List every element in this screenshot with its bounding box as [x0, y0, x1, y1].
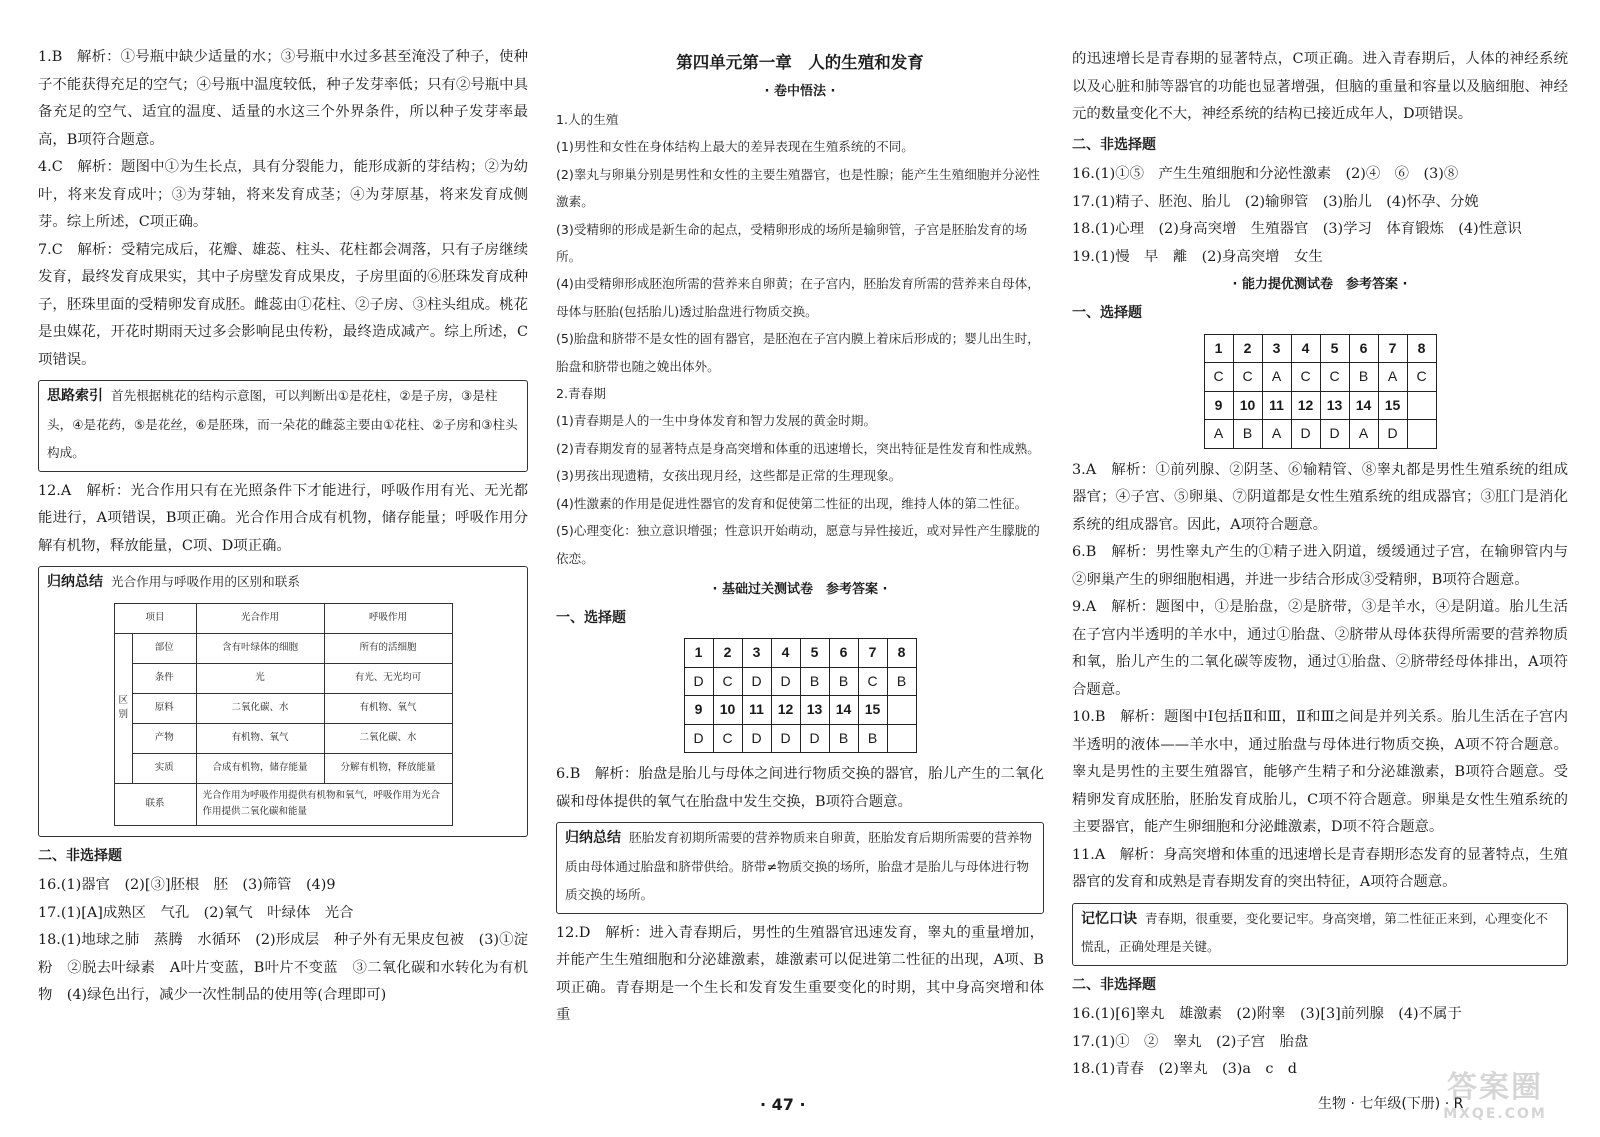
point: (2)睾丸与卵巢分别是男性和女性的主要生殖器官，也是性腺；能产生生殖细胞并分泌性激素。 [556, 166, 1040, 210]
answer-table [684, 638, 917, 753]
table-cell: C [713, 667, 742, 696]
table-cell: A [1204, 420, 1233, 449]
answer-16: 16.(1)[6]睾丸 雄激素 (2)附睾 (3)[3]前列腺 (4)不属于 [1072, 1006, 1462, 1022]
answer-q4: 4.C 解析：题图中①为生长点，具有分裂能力，能形成新的芽结构；②为幼叶，将来发育成叶；③为芽轴，将来发育成茎；④为芽原基，将来发育成侧芽。综上所述，C项正确。 [38, 159, 528, 230]
answer-table [1204, 334, 1437, 449]
table-cell [887, 696, 916, 725]
table-cell: D [771, 667, 800, 696]
table-cell: 1 [684, 639, 713, 668]
table-cell: 10 [713, 696, 742, 725]
answer-q10: 10.B 解析：题图中Ⅰ包括Ⅱ和Ⅲ，Ⅱ和Ⅲ之间是并列关系。胎儿生活在子宫内半透明的液体——羊水中，通过胎盘与母体进行物质交换，A项不符合题意。睾丸是男性的主要生殖器官，能够产生精子和分泌雄激素，B项符合题意。受精卵发育成胚胎，胚胎发育成胎儿，C项不符合题意。卵巢是女性生殖系统的主要器官，能产生卵细胞和分泌雌激素，D项不符合题意。 [1072, 709, 1568, 835]
answer-q3: 3.A 解析：①前列腺、②阴茎、⑥输精管、⑧睾丸都是男性生殖系统的组成器官；④子宫、⑤卵巢、⑦阴道都是女性生殖系统的组成器官；③肛门是消化系统的组成器官。因此，A项符合题意。 [1072, 461, 1568, 533]
subtitle: · 基础过关测试卷 参考答案 · [712, 581, 888, 597]
table-cell: C [1291, 363, 1320, 392]
answer-16: 16.(1)器官 (2)[③]胚根 胚 (3)筛管 (4)9 [38, 877, 336, 893]
table-cell: 联系 [114, 783, 196, 825]
subtitle: · 卷中悟法 · [764, 84, 836, 99]
table-cell: 9 [684, 696, 713, 725]
answer-q12: 12.D 解析：进入青春期后，男性的生殖器官迅速发育，睾丸的重量增加，并能产生生殖细胞和分泌雄激素，雄激素可以促进第二性征的出现，A项、B项正确。青春期是一个生长和发育发生重要变化的时期，其中身高突增和体重 [556, 924, 1044, 1024]
page-number: · 47 · [760, 1095, 806, 1114]
table-header: 项目 [114, 603, 196, 633]
table-cell: 合成有机物，储存能量 [196, 753, 324, 783]
answer-q1: 1.B 解析：①号瓶中缺少适量的水；③号瓶中水过多甚至淹没了种子，使种子不能获得充足的空气；④号瓶中温度较低，种子发芽率低；只有②号瓶中具备充足的空气、适宜的温度、适量的水这三个外界条件，所以种子发芽率最高，B项符合题意。 [38, 49, 528, 148]
table-cell: 7 [1378, 334, 1407, 363]
table-cell: 部位 [133, 633, 196, 663]
answer-17: 17.(1)[A]成熟区 气孔 (2)氧气 叶绿体 光合 [38, 904, 354, 921]
table-cell: A [1262, 420, 1291, 449]
box-text: 首先根据桃花的结构示意图，可以判断出①是花柱，②是子房，③是柱头，④是花药，⑤是花丝，⑥是胚珠，而一朵花的雌蕊主要由①花柱、②子房和③柱头构成。 [47, 388, 518, 460]
table-cell: 12 [1291, 391, 1320, 420]
table-cell: D [684, 724, 713, 753]
answer-19: 19.(1)慢 早 離 (2)身高突增 女生 [1072, 248, 1323, 265]
answer-q12: 12.A 解析：光合作用只有在光照条件下才能进行，呼吸作用有光、无光都能进行，A项错误，B项正确。光合作用合成有机物，储存能量；呼吸作用分解有机物，释放能量，C项、D项正确。 [38, 482, 528, 554]
answer-18: 18.(1)青春 (2)睾丸 (3)a c d [1072, 1061, 1298, 1077]
table-cell: 9 [1204, 391, 1233, 420]
table-cell: 实质 [133, 753, 196, 783]
answer-18: 18.(1)地球之肺 蒸腾 水循环 (2)形成层 种子外有无果皮包被 (3)①淀粉 ②脱去叶绿素 A叶片变蓝，B叶片不变蓝 ③二氧化碳和水转化为有机物 (4)绿色出行，减少一次性制品的使用等(合理即可) [38, 932, 528, 1003]
table-cell: D [1291, 420, 1320, 449]
table-cell: 有机物、氧气 [324, 693, 452, 723]
point: (2)青春期发育的显著特点是身高突增和体重的迅速增长，突出特征是性发育和性成熟。 [556, 440, 1040, 456]
table-cell: B [1233, 420, 1262, 449]
point: (5)胎盘和脐带不是女性的固有器官，是胚泡在子宫内膜上着床后形成的；婴儿出生时，胎盘和脐带也随之娩出体外。 [556, 331, 1040, 374]
summary-box [556, 822, 1044, 914]
table-cell [1407, 420, 1436, 449]
table-cell: 5 [800, 639, 829, 668]
left-column [38, 44, 528, 1010]
watermark-logo [1430, 1070, 1560, 1132]
table-cell: 14 [1349, 391, 1378, 420]
table-group: 区别 [114, 633, 133, 783]
table-header: 呼吸作用 [324, 603, 452, 633]
box-label: 归纳总结 [565, 830, 621, 847]
table-cell: 二氧化碳、水 [324, 723, 452, 753]
comparison-table [114, 603, 453, 826]
table-cell: 7 [858, 639, 887, 668]
table-cell: D [1320, 420, 1349, 449]
table-cell: B [887, 667, 916, 696]
table-cell: 5 [1320, 334, 1349, 363]
table-cell: A [1349, 420, 1378, 449]
table-cell: 14 [829, 696, 858, 725]
table-cell: C [1204, 363, 1233, 392]
table-cell: 15 [858, 696, 887, 725]
box-label: 归纳总结 [47, 574, 103, 590]
answer-16: 16.(1)①⑤ 产生生殖细胞和分泌性激素 (2)④ ⑥ (3)⑧ [1072, 166, 1459, 182]
answer-q6: 6.B 解析：男性睾丸产生的①精子进入阴道，缓缓通过子宫，在输卵管内与②卵巢产生的卵细胞相遇，并进一步结合形成③受精卵，B项符合题意。 [1072, 544, 1568, 588]
table-cell: 11 [742, 696, 771, 725]
table-cell: B [800, 667, 829, 696]
table-cell: C [1320, 363, 1349, 392]
table-cell: 含有叶绿体的细胞 [196, 633, 324, 663]
right-column [1072, 46, 1568, 1084]
table-cell: D [1378, 420, 1407, 449]
table-cell: C [713, 724, 742, 753]
table-cell: 原料 [133, 693, 196, 723]
table-cell: 6 [829, 639, 858, 668]
table-cell: 15 [1378, 391, 1407, 420]
table-cell: 3 [1262, 334, 1291, 363]
table-cell: C [1407, 363, 1436, 392]
table-cell: 10 [1233, 391, 1262, 420]
table-cell: 光合作用为呼吸作用提供有机物和氧气，呼吸作用为光合作用提供二氧化碳和能量 [196, 783, 452, 825]
point: (1)青春期是人的一生中身体发育和智力发展的黄金时期。 [556, 413, 877, 429]
table-cell [887, 724, 916, 753]
table-cell: 1 [1204, 334, 1233, 363]
table-cell: 产物 [133, 723, 196, 753]
answer-17: 17.(1)① ② 睾丸 (2)子宫 胎盘 [1072, 1033, 1309, 1050]
answer-q9: 9.A 解析：题图中，①是胎盘，②是脐带，③是羊水，④是阴道。胎儿生活在子宫内半透明的羊水中，通过①胎盘、②脐带从母体获得所需要的营养物质和氧，胎儿产生的二氧化碳等废物，通过①胎盘、②脐带经母体排出，A项符合题意。 [1072, 599, 1568, 698]
section-heading: 二、非选择题 [38, 847, 122, 864]
section-heading: 一、选择题 [556, 609, 626, 626]
watermark-url: MXQE.COM [1443, 1106, 1547, 1122]
table-cell: C [1233, 363, 1262, 392]
table-cell: 有光、无光均可 [324, 663, 452, 693]
heading: 1.人的生殖 [556, 112, 619, 127]
point: (5)心理变化：独立意识增强；性意识开始萌动，愿意与异性接近，或对异性产生朦胧的依恋。 [556, 523, 1040, 566]
point: (1)男性和女性在身体结构上最大的差异表现在生殖系统的不同。 [556, 139, 914, 155]
table-cell: 8 [1407, 334, 1436, 363]
answer-q11: 11.A 解析：身高突增和体重的迅速增长是青春期形态发育的显著特点，生殖器官的发育和成熟是青春期发育的突出特征，A项符合题意。 [1072, 846, 1568, 890]
box-text: 胚胎发育初期所需要的营养物质来自卵黄，胚胎发育后期所需要的营养物质由母体通过胎盘和脐带供给。脐带≠物质交换的场所，胎盘才是胎儿与母体进行物质交换的场所。 [565, 830, 1032, 903]
summary-box [38, 566, 528, 837]
table-cell: D [742, 724, 771, 753]
box-text: 青春期，很重要，变化要记牢。身高突增，第二性征正来到，心理变化不慌乱，正确处理是关键。 [1081, 910, 1548, 954]
point: (3)受精卵的形成是新生命的起点，受精卵形成的场所是输卵管，子宫是胚胎发育的场所。 [556, 221, 1028, 265]
watermark-text: 答案圈 [1447, 1070, 1543, 1105]
table-cell: 4 [771, 639, 800, 668]
table-cell [1407, 391, 1436, 420]
table-cell: 3 [742, 639, 771, 668]
table-cell: 条件 [133, 663, 196, 693]
thinking-index-box [38, 380, 528, 472]
middle-column [556, 44, 1044, 1030]
point: (4)性激素的作用是促进性器官的发育和促使第二性征的出现，维持人体的第二性征。 [556, 495, 1028, 511]
box-title: 光合作用与呼吸作用的区别和联系 [111, 574, 300, 589]
answer-q6: 6.B 解析：胎盘是胎儿与母体之间进行物质交换的器官，胎儿产生的二氧化碳和母体提供的氧气在胎盘中发生交换，B项符合题意。 [556, 766, 1044, 810]
table-cell: D [684, 667, 713, 696]
point: (4)由受精卵形成胚泡所需的营养来自卵黄；在子宫内，胚胎发育所需的营养来自母体，母体与胚胎(包括胎儿)透过胎盘进行物质交换。 [556, 276, 1040, 319]
table-cell: 13 [800, 696, 829, 725]
table-cell: 12 [771, 696, 800, 725]
heading: 2.青春期 [556, 386, 606, 402]
table-cell: 6 [1349, 334, 1378, 363]
table-cell: B [829, 724, 858, 753]
table-cell: 8 [887, 639, 916, 668]
table-cell: D [771, 724, 800, 753]
table-cell: B [858, 724, 887, 753]
section-heading: 二、非选择题 [1072, 136, 1156, 153]
table-cell: 11 [1262, 391, 1291, 420]
book-label: 生物 · 七年级(下册) · R [1318, 1096, 1464, 1112]
table-cell: 光 [196, 663, 324, 693]
subtitle: · 能力提优测试卷 参考答案 · [1232, 277, 1408, 292]
table-cell: D [742, 667, 771, 696]
table-cell: 13 [1320, 391, 1349, 420]
answer-18: 18.(1)心理 (2)身高突增 生殖器官 (3)学习 体育锻炼 (4)性意识 [1072, 221, 1522, 237]
mnemonic-box [1072, 903, 1568, 966]
table-cell: C [858, 667, 887, 696]
answer-continued: 的迅速增长是青春期的显著特点，C项正确。进入青春期后，人体的神经系统以及心脏和肺等器官的功能也显著增强，但脑的重量和容量以及脑细胞、神经元的数量变化不大，神经系统的结构已接近成年人，D项错误。 [1072, 51, 1568, 122]
table-cell: A [1378, 363, 1407, 392]
table-cell: 分解有机物，释放能量 [324, 753, 452, 783]
table-cell: A [1262, 363, 1291, 392]
box-label: 记忆口诀 [1081, 910, 1137, 927]
answer-17: 17.(1)精子、胚泡、胎儿 (2)输卵管 (3)胎儿 (4)怀孕、分娩 [1072, 193, 1479, 210]
table-cell: B [1349, 363, 1378, 392]
table-header: 光合作用 [196, 603, 324, 633]
table-cell: 2 [1233, 334, 1262, 363]
table-cell: 2 [713, 639, 742, 668]
answer-q7: 7.C 解析：受精完成后，花瓣、雄蕊、柱头、花柱都会凋落，只有子房继续发育，最终发育成果实，其中子房壁发育成果皮，子房里面的⑥胚珠发育成种子，胚珠里面的受精卵发育成胚。雌蕊由①花柱、②子房、③柱头组成。桃花是虫媒花，开花时期雨天过多会影响昆虫传粉，最终造成减产。综上所述，C项错误。 [38, 241, 528, 368]
table-cell: 所有的活细胞 [324, 633, 452, 663]
section-heading: 二、非选择题 [1072, 976, 1156, 993]
point: (3)男孩出现遗精，女孩出现月经，这些都是正常的生理现象。 [556, 468, 902, 484]
table-cell: 有机物、氧气 [196, 723, 324, 753]
table-cell: D [800, 724, 829, 753]
box-label: 思路索引 [47, 388, 103, 404]
table-cell: 二氧化碳、水 [196, 693, 324, 723]
section-heading: 一、选择题 [1072, 305, 1142, 321]
table-cell: B [829, 667, 858, 696]
chapter-title: 第四单元第一章 人的生殖和发育 [676, 53, 924, 72]
table-cell: 4 [1291, 334, 1320, 363]
